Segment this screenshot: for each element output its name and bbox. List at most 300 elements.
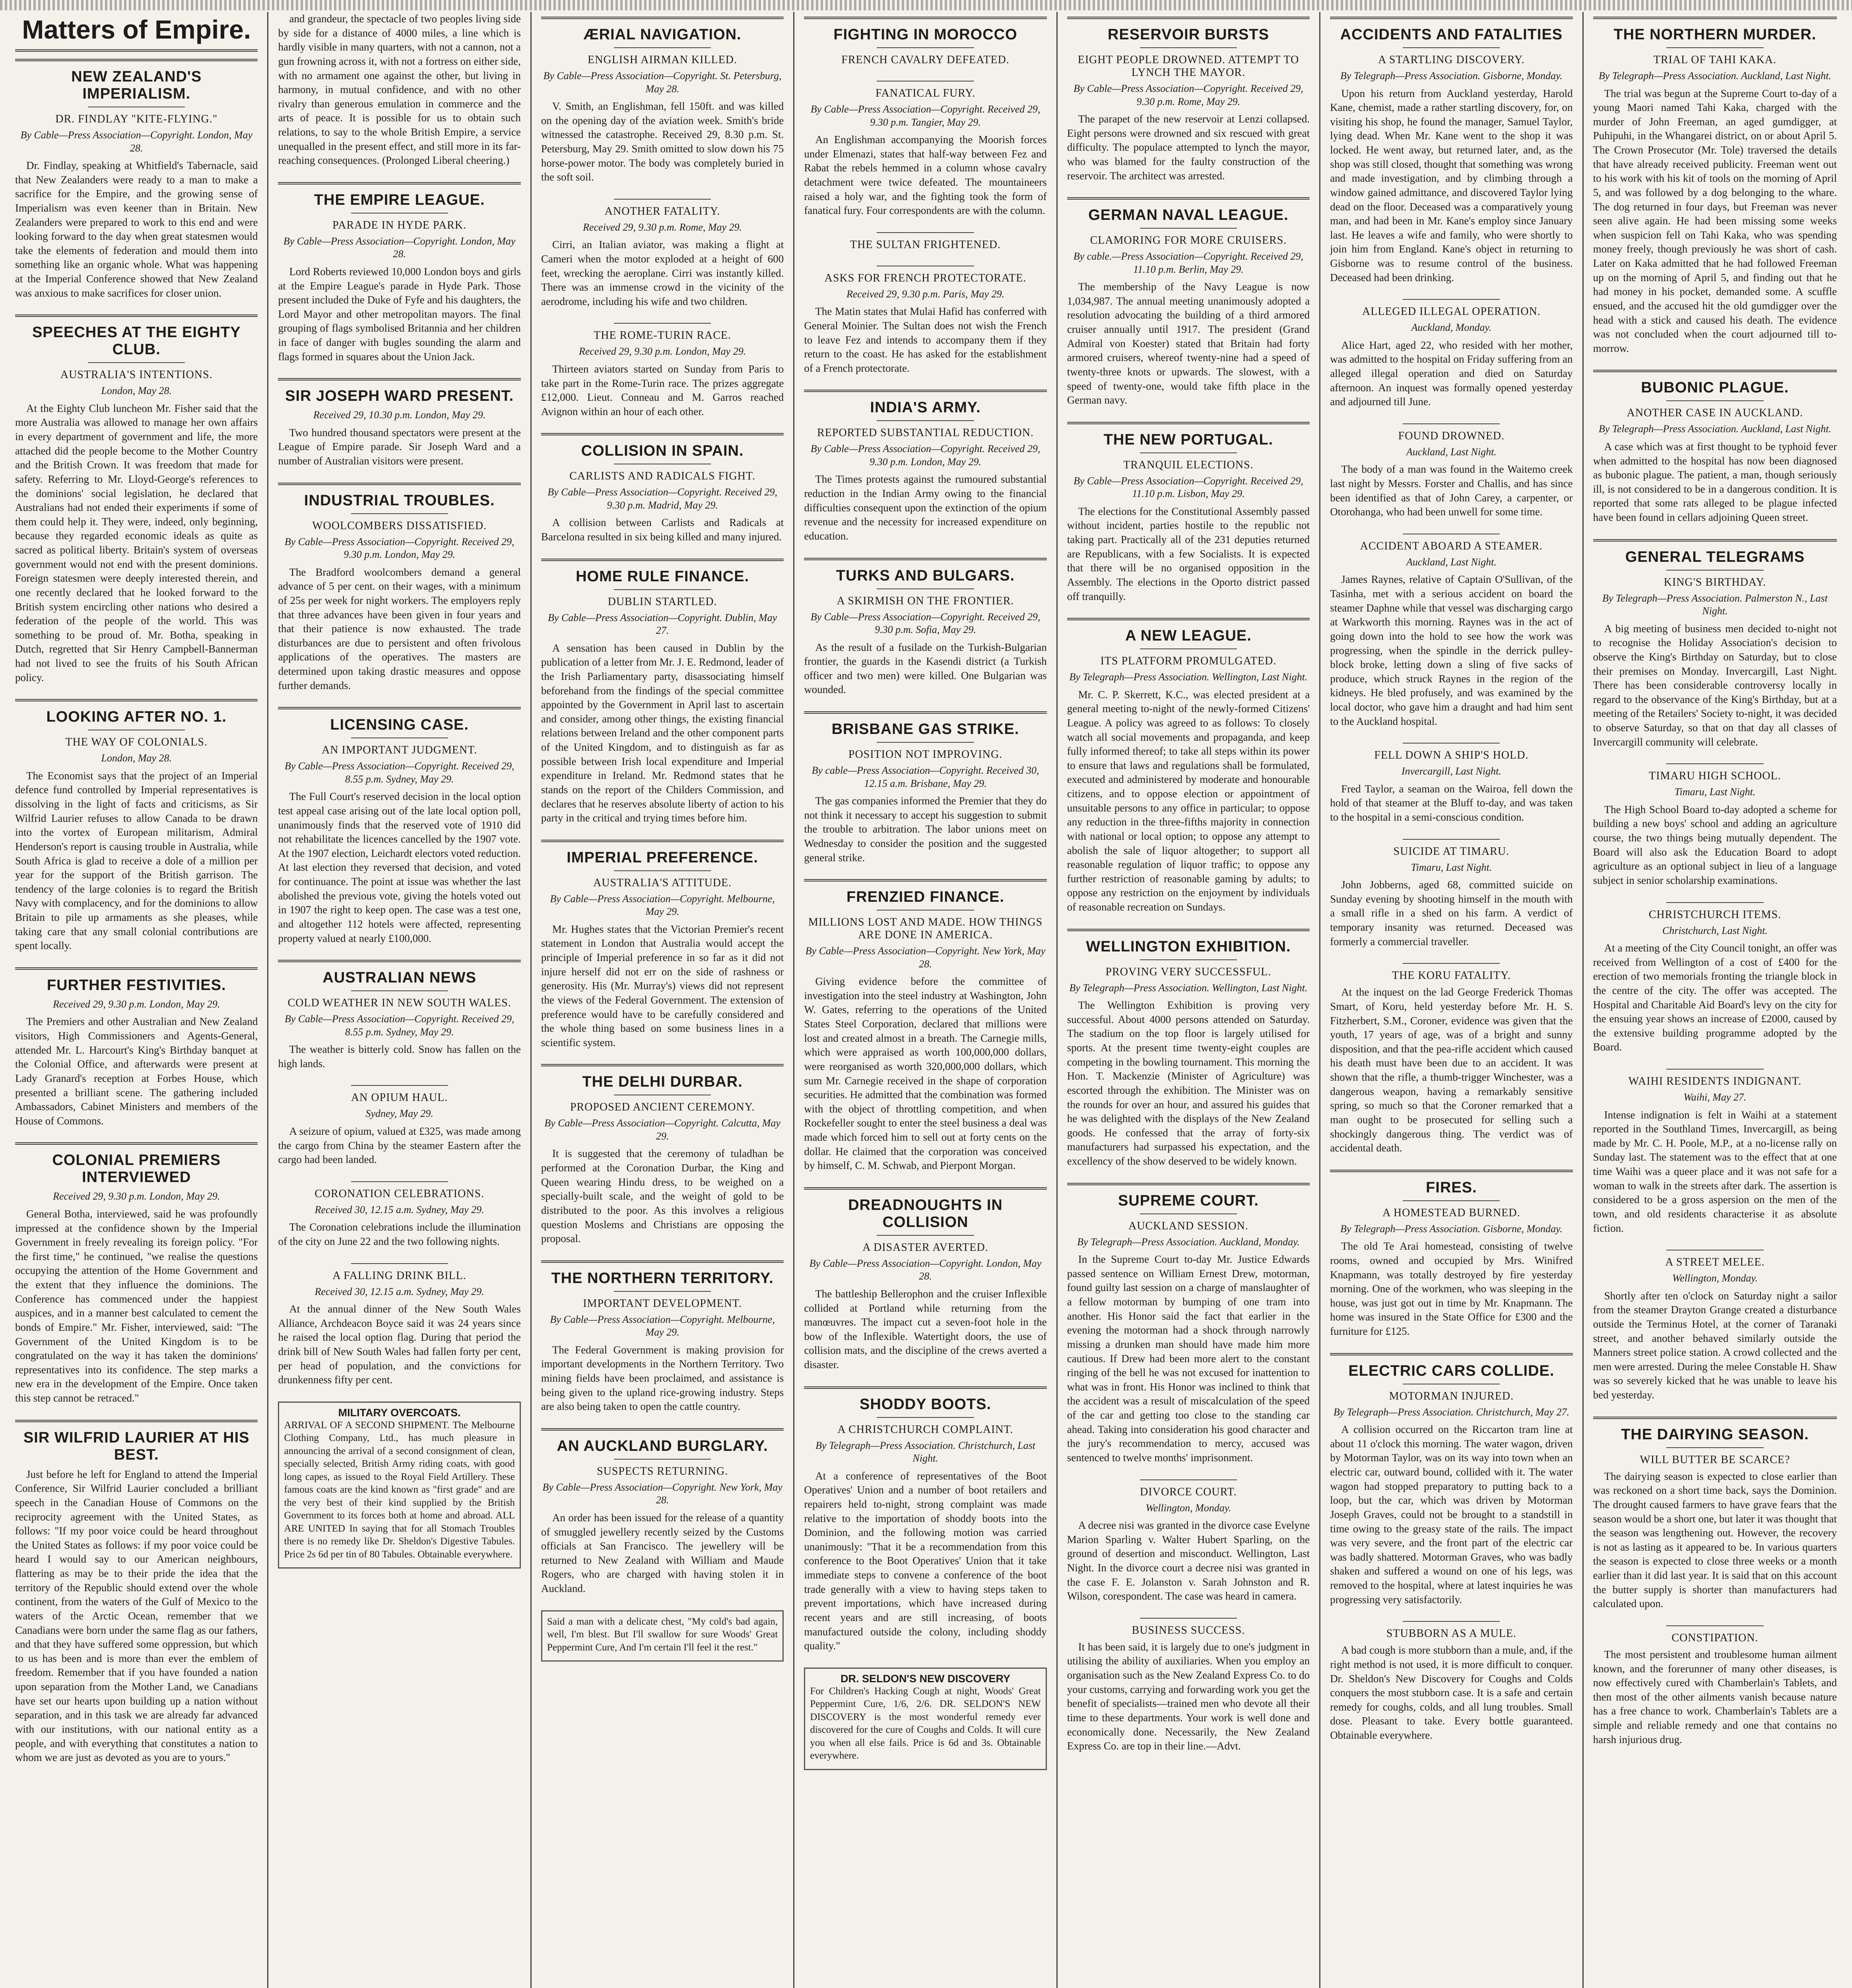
section-rule: [1067, 197, 1310, 200]
article-subheading: THE ROME-TURIN RACE.: [594, 329, 732, 342]
column-3: [532, 12, 794, 1988]
article-body: At the inquest on the lad George Frederick Thomas Smart, of Koru, held yesterday before Mr. H. S. Fitzherbert, S.M., Coroner, evidence was given that the youth, 17 years of age, was of a bright and sunny disposition, and that the pea-rifle accident which caused his death must have been due to an accident. It was shown that the rifle, a thumb-trigger Winchester, was a dangerous weapon, having a remarkably sensitive spring, so much so that the Coroner remarked that a man ought to be prosecuted for selling such a shockingly dangerous thing. The verdict was of accidental death.: [1330, 986, 1573, 1154]
article-subheading: ALLEGED ILLEGAL OPERATION.: [1362, 305, 1541, 318]
section-rule: [278, 378, 520, 381]
sub-rule: [614, 323, 711, 324]
article-body: Two hundred thousand spectators were present at the League of Empire parade. Sir Joseph Ward and a number of Australian visitors were present.: [278, 426, 521, 467]
article-heading: A NEW LEAGUE.: [1125, 627, 1252, 645]
article: [278, 1263, 520, 1387]
section-rule: [541, 1260, 784, 1263]
sub-rule: [614, 1291, 711, 1292]
article-dateline: By Telegraph—Press Association. Palmerston N., Last Night.: [1602, 592, 1828, 617]
sub-rule: [1403, 963, 1500, 964]
article-heading: FIRES.: [1426, 1179, 1477, 1196]
section-rule: [15, 315, 258, 317]
article-heading: RESERVOIR BURSTS: [1108, 26, 1269, 43]
article-heading: ÆRIAL NAVIGATION.: [583, 26, 742, 43]
article-body: The Federal Government is making provision for important developments in the Northern Territory. Two mining fields have been proclaimed, and assistance is being given to the upland rice-growing industry. Steps are also being taken to open the cattle country.: [541, 1343, 784, 1413]
article: [1067, 1618, 1310, 1753]
sub-rule: [614, 589, 711, 590]
article-body: At the Eighty Club luncheon Mr. Fisher said that the more Australia was allowed to manage her own affairs in every department of government and life, the more attached did the people become to the Mother Country and the British Crown. It was freedom that made for safety. Referring to Mr. Lloyd-George's references to the dominions' social legislation, he declared that Australians had not ended their experiments if some of them could help it. They were, indeed, only beginning, because they regarded economic ideals as quite as sacred as political liberty. Britain's system of overseas government would not end with the present dominions. Foreign statesmen were deeply interested therein, and one recently declared that he looked forward to the British system encircling other nations who desired a federation of the people of the world. This was something to be proud of. Mr. Botha, speaking in Dutch, regretted that Sir Henry Campbell-Bannerman had not lived to see the fruits of his South African policy.: [15, 402, 258, 683]
article: [541, 17, 784, 184]
article-dateline: By Cable—Press Association—Copyright. Calcutta, May 29.: [544, 1117, 780, 1142]
article: [541, 199, 784, 309]
article-body: The Coronation celebrations include the illumination of the city on June 22 and the two following nights.: [278, 1221, 521, 1247]
article: [1593, 763, 1837, 887]
article-subheading: DR. FINDLAY "KITE-FLYING.": [55, 113, 218, 125]
article: [1330, 1353, 1572, 1607]
section-rule: [1330, 17, 1572, 19]
article-body: A collision between Carlists and Radicals at Barcelona resulted in six being killed and many injured.: [541, 516, 784, 543]
article-dateline: By Cable—Press Association—Copyright. Received 29, 11.10 p.m. Lisbon, May 29.: [1074, 475, 1303, 500]
sub-rule: [1403, 299, 1500, 300]
article: [1593, 370, 1837, 524]
sub-rule: [1666, 763, 1764, 764]
article-subheading: COLD WEATHER IN NEW SOUTH WALES.: [287, 997, 511, 1010]
article-heading: FURTHER FESTIVITIES.: [47, 977, 226, 994]
article-body: At a meeting of the City Council tonight, an offer was received from Wellington of a cost of £400 for the erection of two memorials fronting the triangle block in the centre of the city. The offer was accepted. The Hospital and Charitable Aid Board's levy on the city for the ensuing year shows an increase of £2000, caused by the extensive building programme adopted by the Board.: [1593, 942, 1837, 1053]
article-subheading: A STREET MELEE.: [1665, 1256, 1765, 1269]
article: [1330, 743, 1572, 824]
section-rule: [804, 1386, 1046, 1389]
sub-rule: [877, 420, 974, 421]
article: [15, 699, 258, 953]
article-subheading: THE WAY OF COLONIALS.: [65, 736, 208, 749]
article-heading: AN AUCKLAND BURGLARY.: [557, 1437, 768, 1454]
article-subheading: ANOTHER FATALITY.: [604, 205, 720, 217]
article-dateline: By Cable—Press Association—Copyright. Received 29, 8.55 p.m. Sydney, May 29.: [284, 760, 514, 785]
article-body: The battleship Bellerophon and the cruiser Inflexible collided at Portland while returning from the manœuvres. The impact cut a seven-foot hole in the bow of the Inflexible. Watertight doors, the use of collision mats, and the discipline of the crews averted a disaster.: [804, 1287, 1047, 1371]
article-body: Fred Taylor, a seaman on the Wairoa, fell down the hold of that steamer at the Bluff to-day, and was taken to the hospital in a semi-conscious condition.: [1330, 782, 1573, 823]
article-body: At the annual dinner of the New South Wales Alliance, Archdeacon Boyce said it was 24 years since he raised the local option flag. During that period the drink bill of New South Wales had fallen forty per cent, per head of population, and the convictions for drunkenness fifty per cent.: [278, 1303, 521, 1386]
article-heading: SIR WILFRID LAURIER AT HIS BEST.: [23, 1429, 250, 1463]
article-dateline: Timaru, Last Night.: [1674, 786, 1756, 798]
article: [1067, 17, 1310, 183]
article-subheading: AN IMPORTANT JUDGMENT.: [322, 744, 478, 757]
article: [541, 323, 784, 419]
article-subheading: TRIAL OF TAHI KAKA.: [1653, 54, 1776, 66]
article: [804, 711, 1046, 865]
article-heading: WELLINGTON EXHIBITION.: [1086, 938, 1291, 955]
section-rule: [15, 967, 258, 970]
article-subheading: FANATICAL FURY.: [876, 87, 976, 99]
article-heading: THE NORTHERN MURDER.: [1613, 26, 1817, 43]
article-body: Lord Roberts reviewed 10,000 London boys and girls at the Empire League's parade in Hyde Park. Those present included the Duke of Fyfe and his daughters, the Lord Mayor and other metropolitan mayors. The final grouping of flags symbolised Britannia and her children in face of danger with bugles sounding the alarm and flags formed in squares about the Union Jack.: [278, 265, 521, 363]
article-dateline: By Cable—Press Association—Copyright. Melbourne, May 29.: [550, 1313, 775, 1338]
article-body: The trial was begun at the Supreme Court to-day of a young Maori named Tahi Kaka, charged with the murder of John Freeman, an aged gumdigger, at Puhipuhi, in the Whangarei district, on or about April 5. The Crown Prosecutor (Mr. Tole) traversed the details that have already received publicity. Freeman went out to his work with his kit of tools on the morning of April 5, and was followed by a dog belonging to the whare. The dog returned in four days, but Freeman was never seen alive again. He had been missing some weeks when suspicion fell on Tahi Kaka, who was spending money freely, though previously he was short of cash. Later on Kaka admitted that he had followed Freeman up on the morning of April 5, and finding out that he had money in his pocket, demanded some. A scuffle ensued, and the accused hit the old gumdigger over the head with a stick and caused his death. The evidence was not concluded when the court adjourned till to-morrow.: [1593, 87, 1837, 354]
article: [804, 879, 1046, 1173]
article-dateline: By Telegraph—Press Association. Gisborne, Monday.: [1340, 1223, 1563, 1235]
article-body: The membership of the Navy League is now 1,034,987. The annual meeting unanimously adopted a resolution advocating the building of a third armored cruiser annually until 1917. The president (Grand Admiral von Koester) stated that Britain had forty armored cruisers, whereof twenty-nine had a speed of twenty-three knots or upwards. The slowest, with a speed of twenty-one, would take fifth place in the German navy.: [1067, 281, 1310, 406]
article-dateline: By Telegraph—Press Association. Gisborne, Monday.: [1340, 70, 1563, 82]
article-dateline: By Cable—Press Association—Copyright. Received 29, 9.30 p.m. Sofia, May 29.: [810, 611, 1041, 635]
article-dateline: Received 29, 9.30 p.m. Paris, May 29.: [846, 288, 1005, 300]
article-subheading: ASKS FOR FRENCH PROTECTORATE.: [824, 272, 1027, 284]
article-subheading: AUSTRALIA'S INTENTIONS.: [60, 369, 213, 381]
section-rule: [804, 390, 1046, 392]
article-body: The most persistent and troublesome human ailment known, and the forerunner of many other diseases, is now effectively cured with Chamberlain's Tablets, and then most of the other ailments vanish because nature has a free chance to work. Chamberlain's Tablets are a simple and reliable remedy and one that contains no harsh injurious drug.: [1593, 1648, 1837, 1745]
article-heading: COLONIAL PREMIERS INTERVIEWED: [52, 1152, 221, 1186]
article-body: Mr. C. P. Skerrett, K.C., was elected president at a general meeting to-night of the newly-formed Citizens' League. A policy was agreed to as follows: To closely watch all social movements and propaganda, and keep fully informed thereof; to take all steps within its power to ensure that laws and regulations shall be formulated, executed and administered by moderate and honourable citizens, and to oppose election or appointment of unsuitable persons to any office in particular; to oppose any reduction in the three-fifths majority in connection with national or local option; to oppose any attempt to abolish the sale of liquor altogether; to support all reasonable regulation of liquor traffic; to oppose any further restriction of reasonable gaming by adults; to oppose any restriction on the enjoyment by individuals of reasonable recreation on Sundays.: [1067, 688, 1310, 913]
article-dateline: Sydney, May 29.: [365, 1108, 433, 1120]
article: [804, 17, 1046, 66]
section-rule: [15, 59, 258, 61]
article-dateline: By Telegraph—Press Association. Wellington, Last Night.: [1069, 982, 1308, 994]
article-body: It has been said, it is largely due to one's judgment in utilising the ability of auxiliaries. When you employ an organisation such as the New Zealand Express Co. to do your customs, carrying and forwarding work you get the benefit of specialists—trained men who devote all their time to these departments. Your work is well done and economically done. Necessarily, the New Zealand Express Co. are top in their line.—Advt.: [1067, 1640, 1310, 1752]
article: [1330, 299, 1572, 409]
section-rule: [1067, 618, 1310, 620]
section-rule: [804, 1187, 1046, 1190]
advertisement: [804, 1668, 1046, 1770]
article-subheading: THE KORU FATALITY.: [1392, 969, 1511, 982]
sub-rule: [1403, 839, 1500, 840]
article-heading: THE NORTHERN TERRITORY.: [551, 1270, 774, 1287]
article-subheading: KING'S BIRTHDAY.: [1664, 576, 1767, 588]
article-dateline: Received 29, 9.30 p.m. London, May 29.: [579, 346, 746, 357]
article-subheading: PROPOSED ANCIENT CEREMONY.: [570, 1101, 755, 1114]
article-subheading: A FALLING DRINK BILL.: [332, 1269, 466, 1282]
article-dateline: Received 30, 12.15 a.m. Sydney, May 29.: [314, 1204, 484, 1215]
ad-heading: MILITARY OVERCOATS.: [338, 1406, 461, 1419]
article-body: Mr. Hughes states that the Victorian Premier's recent statement in London that Australia would accept the principle of Imperial preference in so far as it did not injure herself did not err on the side of rashness or generosity. His (Mr. Murray's) views did not represent the views of the Federal Government. The extension of preference would have to be carefully considered and the whole thing based on some business lines in a scientific system.: [541, 923, 784, 1048]
article-body: James Raynes, relative of Captain O'Sullivan, of the Tasinha, met with a serious accident on board the steamer Daphne while that vessel was discharging cargo at Warkworth this morning. Raynes was in the act of going down into the hold to see how the work was progressing, when the spindle in the derrick pulley-block broke, letting down a sling of five sacks of produce, which struck Raynes in the region of the kidneys. He bled profusely, and was examined by the local doctor, who gave him a draught and had him sent to the Auckland hospital.: [1330, 573, 1573, 727]
article: [541, 433, 784, 544]
sub-rule: [877, 1417, 974, 1418]
sub-rule: [877, 910, 974, 911]
article-dateline: By Cable—Press Association—Copyright. London, May 28.: [809, 1257, 1042, 1282]
column-5: [1058, 12, 1320, 1988]
article-subheading: PROVING VERY SUCCESSFUL.: [1105, 965, 1272, 978]
sub-rule: [351, 513, 448, 514]
article-dateline: By cable—Press Association—Copyright. Received 30, 12.15 a.m. Brisbane, May 29.: [811, 765, 1039, 789]
article-body: Intense indignation is felt in Waihi at a statement reported in the Southland Times, Invercargill, as being made by Mr. C. H. Poole, M.P., at a no-license rally on Sunday last. The statement was to the effect that at one time Waihi was a queer place and it was not safe for a woman to walk in the streets after dark. The assertion is considered to be a gross aspersion on the men of the town, and old residents characterise it as absolute fiction.: [1593, 1109, 1837, 1234]
article: [1067, 197, 1310, 408]
article-subheading: THE SULTAN FRIGHTENED.: [850, 238, 1001, 251]
article-subheading: WILL BUTTER BE SCARCE?: [1640, 1453, 1790, 1466]
article-subheading: MOTORMAN INJURED.: [1389, 1390, 1514, 1402]
article: [15, 59, 258, 300]
sub-rule: [1403, 423, 1500, 424]
article-subheading: CLAMORING FOR MORE CRUISERS.: [1090, 234, 1287, 247]
article-subheading: EIGHT PEOPLE DROWNED. ATTEMPT TO LYNCH THE MAYOR.: [1077, 54, 1299, 79]
sub-rule: [1403, 1200, 1500, 1201]
article-dateline: By Telegraph—Press Association. Christchurch, May 27.: [1333, 1406, 1569, 1418]
sub-rule: [351, 213, 448, 214]
sub-rule: [877, 232, 974, 233]
title-rule: [15, 49, 258, 52]
article: [1593, 539, 1837, 749]
article-heading: COLLISION IN SPAIN.: [581, 443, 744, 460]
article-body: Just before he left for England to attend the Imperial Conference, Sir Wilfrid Laurier concluded a brilliant speech in the Canadian House of Commons on the reciprocity agreement with the United States, as follows: "If my poor voice could be heard throughout the United States as follows: if my poor voice could be heard I would say to our American neighbours, flattering as may be to their pride the idea that the territory of the Republic should extend over the whole continent, from the waters of the Gulf of Mexico to the waters of the Arctic Ocean, remember that we Canadians were born under the same flag as our fathers, and that they have suffered some oppression, but which to us has been and is more than ever the emblem of freedom. Remember that if you have founded a nation upon separation from the Mother Land, we Canadians have set our hearts upon building up a nation without separation, and in this task we are already far advanced with our institutions, with our national entity as a people, and with everything that constitutes a nation to whom we are just as devoted as you are to yours.": [15, 1468, 258, 1764]
article: [1067, 1183, 1310, 1465]
article-dateline: By Cable—Press Association—Copyright. Received 29, 9.30 p.m. London, May 29.: [284, 536, 514, 561]
article-dateline: Invercargill, Last Night.: [1401, 765, 1501, 777]
section-rule: [1330, 1353, 1572, 1355]
article-heading: DREADNOUGHTS IN COLLISION: [848, 1196, 1003, 1231]
article-dateline: By Cable—Press Association—Copyright. London, May 28.: [283, 235, 516, 260]
article-dateline: By Cable—Press Association—Copyright. London, May 28.: [20, 129, 252, 154]
article-body: John Jobberns, aged 68, committed suicide on Sunday evening by shooting himself in the mouth with a small rifle in a shed on his farm. A verdict of temporary insanity was returned. Deceased was formerly a commercial traveller.: [1330, 879, 1573, 947]
column-6: [1320, 12, 1583, 1988]
section-rule: [541, 1064, 784, 1066]
article: [278, 182, 520, 364]
article-body: General Botha, interviewed, said he was profoundly impressed at the confidence shown by the Imperial Government in freely revealing its foreign policy. "For the first time," he continued, "we realise the questions occupying the attention of the Home Government and the extent that they influence the dominions. The Conference has commenced under the happiest auspices, and in a manner best calculated to cement the bonds of Empire." Mr. Fisher, interviewed, said: "The Government of the United Kingdom is to be congratulated on the way it has taken the dominions' representatives into its confidence. The step marks a new era in the development of the Empire. Once taken this step cannot be retraced.": [15, 1208, 258, 1404]
article-subheading: DIVORCE COURT.: [1140, 1485, 1237, 1498]
section-rule: [1330, 1170, 1572, 1172]
article-dateline: By Cable—Press Association—Copyright. Received 29, 8.55 p.m. Sydney, May 29.: [284, 1013, 514, 1038]
article: [541, 1260, 784, 1414]
section-rule: [1067, 1183, 1310, 1185]
section-rule: [541, 559, 784, 561]
article-body: and grandeur, the spectacle of two peoples living side by side for a distance of 4000 miles, a line which is hardly visible in many quarters, with not a cannon, not a gun frowning across it, with not a fortress on either side, with no armament one against the other, but living in harmony, in mutual confidence, and with no other rivalry than generous emulation in commerce and the arts of peace. It is possible for us to obtain such relations, to say to the whole British Empire, a service unequalled in the present effect, and still more in its far-reaching consequences. (Prolonged Liberal cheering.): [278, 13, 521, 167]
article: [804, 1187, 1046, 1372]
article-dateline: By Cable—Press Association—Copyright. Received 29, 9.30 p.m. Rome, May 29.: [1074, 83, 1303, 107]
masthead-strip: [0, 0, 1852, 10]
article-subheading: WOOLCOMBERS DISSATISFIED.: [312, 519, 487, 532]
sub-rule: [614, 1459, 711, 1460]
article-body: An order has been issued for the release of a quantity of smuggled jewellery recently seized by the Customs officials at San Francisco. The jewellery will be returned to New Zealand with William and Maude Rogers, who are charged with having stolen it in Auckland.: [541, 1511, 784, 1594]
article-heading: SPEECHES AT THE EIGHTY CLUB.: [32, 324, 241, 358]
article-heading: IMPERIAL PREFERENCE.: [567, 849, 758, 866]
article-body: An Englishman accompanying the Moorish forces under Elmenazi, states that half-way between Fez and Rabat the rebels hemmed in a column whose cavalry detachment were twice defeated. The mountaineers raised a holy war, and the fighting took the form of fanatical fury. Four correspondents are with the column.: [804, 134, 1047, 217]
article-subheading: TIMARU HIGH SCHOOL.: [1649, 770, 1781, 782]
article-dateline: Auckland, Monday.: [1411, 322, 1492, 334]
article-subheading: FRENCH CAVALRY DEFEATED.: [841, 54, 1009, 66]
article-dateline: By Cable—Press Association—Copyright. Dublin, May 27.: [547, 612, 777, 637]
article-heading: AUSTRALIAN NEWS: [322, 969, 476, 986]
article-heading: THE EMPIRE LEAGUE.: [314, 191, 485, 208]
article: [278, 960, 520, 1071]
sub-rule: [1666, 1625, 1764, 1626]
article-body: At a conference of representatives of the Boot Operatives' Union and a number of boot retailers and repairers held to-night, strong complaint was made relative to the importation of shoddy boots into the Dominion, and the following motion was carried unanimously: "That it be a recommendation from this conference to the Boot Operatives' Union that it take immediate steps to convene a conference of the boot trade generally with a view to having steps taken to prevent importations, which have increased during recent years and are still increasing, of boots manufactured outside the colony, including shoddy quality.": [804, 1470, 1047, 1652]
article: [278, 1085, 520, 1167]
section-rule: [1067, 422, 1310, 424]
section-rule: [15, 1420, 258, 1422]
article-dateline: By Cable—Press Association—Copyright. Received 29, 9.30 p.m. Madrid, May 29.: [547, 486, 777, 511]
article-subheading: SUICIDE AT TIMARU.: [1393, 845, 1510, 858]
article-dateline: Christchurch, Last Night.: [1662, 924, 1768, 936]
article-body: The Premiers and other Australian and New Zealand visitors, High Commissioners and Agents-General, attended Mr. L. Harcourt's King's Birthday banquet at the Colonial Office, and afterwards were present at Lady Granard's reception at Forbes House, which presented a brilliant scene. The gathering included Ambassadors, Cabinet Ministers and members of the House of Commons.: [15, 1015, 258, 1127]
article: [278, 707, 520, 945]
article-subheading: STUBBORN AS A MULE.: [1386, 1627, 1516, 1640]
article-subheading: A HOMESTEAD BURNED.: [1382, 1206, 1520, 1219]
article-dateline: Waihi, May 27.: [1683, 1091, 1747, 1103]
article-body: Dr. Findlay, speaking at Whitfield's Tabernacle, said that New Zealanders were ready to a man to make a sacrifice for the Empire, and the growing sense of Imperialism was even keener than in Britain. New Zealanders were prepared to work to this end and were looking forward to the day when great statesmen would take the elements of federation and mould them into something like an organic whole. What was happening at the Imperial Conference showed that New Zealand was anxious to make sacrifices for closer union.: [15, 159, 258, 299]
article-subheading: REPORTED SUBSTANTIAL REDUCTION.: [817, 427, 1034, 439]
article-heading: GERMAN NAVAL LEAGUE.: [1088, 207, 1289, 224]
article: [1330, 534, 1572, 728]
sub-rule: [877, 1235, 974, 1236]
article-body: The dairying season is expected to close earlier than was reckoned on a short time back, says the Dominion. The drought caused farmers to have grave fears that the season would be a short one, but later it was thought that the season was lengthening out. However, the recovery is not as lasting as it appeared to be. In various quarters the season is expected to close three weeks or a month earlier than it did last year. It is said that on this account the butter supply is shorter than manufacturers had calculated upon.: [1593, 1470, 1837, 1610]
article-heading: THE DAIRYING SEASON.: [1621, 1426, 1809, 1443]
article: [541, 559, 784, 825]
article-heading: THE DELHI DURBAR.: [582, 1074, 743, 1091]
article-body: The Matin states that Mulai Hafid has conferred with General Moinier. The Sultan does not wish the French to leave Fez and intends to accompany them if they return to the coast. He has asked for the establishment of a French protectorate.: [804, 305, 1047, 374]
sub-rule: [877, 588, 974, 589]
article-dateline: By Cable—Press Association—Copyright. Melbourne, May 29.: [550, 893, 775, 918]
article-dateline: Wellington, Monday.: [1672, 1272, 1758, 1284]
sub-rule: [614, 870, 711, 871]
article: [1593, 902, 1837, 1055]
article: [1330, 963, 1572, 1155]
article: [278, 483, 520, 693]
article-subheading: AUSTRALIA'S ATTITUDE.: [593, 876, 732, 889]
section-rule: [804, 558, 1046, 560]
article-subheading: ACCIDENT ABOARD A STEAMER.: [1360, 540, 1543, 552]
article-body: In the Supreme Court to-day Mr. Justice Edwards passed sentence on William Ernest Drew, motorman, found guilty last session on a charge of manslaughter of a fellow motorman by bumping of one tram into another. His Honor said the fact that earlier in the evening the motorman had a shock through narrowly missing a drunken man should have made him more cautious. If Drew had been more alert to the constant ringing of the bell he was not excused for inattention to what was in front. His Honor was inclined to think that the accident was a result of miscalculation of the speed of the car and getting too close to the standing car ahead. Taking into consideration his good character and the jury's recommendation to mercy, accused was sentenced to twelve months' imprisonment.: [1067, 1253, 1310, 1464]
section-rule: [1593, 17, 1837, 19]
article: [541, 1064, 784, 1246]
article-subheading: AN OPIUM HAUL.: [351, 1091, 448, 1104]
article: [1330, 423, 1572, 519]
article-heading: THE NEW PORTUGAL.: [1103, 431, 1273, 448]
article-subheading: BUSINESS SUCCESS.: [1132, 1624, 1245, 1637]
article-body: The parapet of the new reservoir at Lenzi collapsed. Eight persons were drowned and six rescued with great difficulty. The populace attempted to lynch the mayor, who was blamed for the faulty construction of the reservoir. The architect was arrested.: [1067, 113, 1310, 182]
article: [804, 1386, 1046, 1653]
article: [804, 232, 1046, 251]
article-body: The Economist says that the project of an Imperial defence fund controlled by Imperial representatives is dissolving in the light of facts and criticisms, as Sir Wilfrid Laurier refuses to allow Canada to be drawn into the vortex of European militarism, Admiral Henderson's report is causing trouble in Australia, while South Africa is glad to receive a dole of a million per year for the support of the British garrison. The tendency of the large colonies is to regard the British Navy with complacency, and for the dominions to allow Britain to pile up armaments as she pleases, while taking care that any small colonial contributions are spent locally.: [15, 769, 258, 952]
article-subheading: IMPORTANT DEVELOPMENT.: [583, 1297, 742, 1310]
article-body: Alice Hart, aged 22, who resided with her mother, was admitted to the hospital on Friday suffering from an alleged illegal operation and died on Saturday afternoon. An inquest was formally opened yesterday and adjourned till June.: [1330, 339, 1573, 408]
article-subheading: SUSPECTS RETURNING.: [597, 1465, 728, 1477]
article-dateline: Auckland, Last Night.: [1406, 556, 1497, 568]
section-rule: [1593, 1417, 1837, 1419]
sub-rule: [1666, 570, 1764, 571]
sub-rule: [614, 199, 711, 200]
article: [1067, 1479, 1310, 1604]
article-heading: ELECTRIC CARS COLLIDE.: [1348, 1362, 1555, 1379]
article-body: A bad cough is more stubborn than a mule, and, if the right method is not used, it is more difficult to conquer. Dr. Sheldon's New Discovery for Coughs and Colds conquers the most stubborn case. It is a safe and certain remedy for coughs, colds, and all lung troubles. Small dose. Pleasant to take. Every bottle guaranteed. Obtainable everywhere.: [1330, 1644, 1573, 1741]
section-rule: [804, 17, 1046, 19]
column-title: Matters of Empire.: [22, 15, 251, 44]
article-dateline: By Telegraph—Press Association. Auckland, Last Night.: [1598, 70, 1831, 82]
article-subheading: WAIHI RESIDENTS INDIGNANT.: [1628, 1075, 1802, 1087]
sub-rule: [1666, 47, 1764, 48]
article-dateline: By cable.—Press Association—Copyright. Received 29, 11.10 p.m. Berlin, May 29.: [1073, 250, 1304, 275]
article-heading: HOME RULE FINANCE.: [576, 568, 749, 585]
sub-rule: [1140, 228, 1237, 229]
column-2: [268, 12, 531, 1988]
column-1: [6, 12, 268, 1988]
article-body: The elections for the Constitutional Assembly passed without incident, parties hostile to the republic not taking part. Practically all of the 231 deputies returned are Republicans, with a few Socialists. It is expected that there will be no organised opposition in the Assembly. The elections in the Oporto district passed off tranquilly.: [1067, 505, 1310, 602]
sub-rule: [1403, 743, 1500, 744]
article-dateline: London, May 28.: [101, 385, 172, 397]
article: [1067, 929, 1310, 1169]
section-rule: [278, 960, 520, 962]
sub-rule: [1666, 1447, 1764, 1448]
article-subheading: POSITION NOT IMPROVING.: [848, 748, 1003, 761]
article-subheading: CHRISTCHURCH ITEMS.: [1648, 908, 1781, 921]
article-body: The body of a man was found in the Waitemo creek last night by Messrs. Forster and Challis, and has since been identified as that of John Carey, a carpenter, or Otorohanga, who had been unwell for some time.: [1330, 463, 1573, 518]
article-subheading: DUBLIN STARTLED.: [608, 595, 717, 608]
article-dateline: Wellington, Monday.: [1145, 1502, 1231, 1514]
sub-rule: [1666, 902, 1764, 903]
article-heading: LICENSING CASE.: [330, 716, 469, 734]
section-rule: [1067, 17, 1310, 19]
article-heading: SUPREME COURT.: [1118, 1192, 1259, 1209]
sub-rule: [877, 47, 974, 48]
article-body: The old Te Arai homestead, consisting of twelve rooms, owned and occupied by Mrs. Winifred Knapmann, was totally destroyed by fire yesterday morning. One of the workmen, who was sleeping in the house, was just got out in time by Mr. Knapmann. The home was insured in the State Office for £300 and the furniture for £125.: [1330, 1240, 1573, 1337]
article-body: Upon his return from Auckland yesterday, Harold Kane, chemist, made a rather startling discovery, for, on visiting his shop, he found the manager, Samuel Taylor, lying dead. When Mr. Kane went to the shop it was locked. He went away, but returned later, and, as the shop was still closed, thought that something was wrong and made investigation, and by climbing through a window gained admittance, and discovered Taylor lying dead on the floor. Deceased was a comparatively young man, and had been in Mr. Kane's employ since January last. He leaves a wife and family, who were shortly to join him from England. Kane's object in returning to Gisborne was to resume control of the business. Deceased had been drinking.: [1330, 87, 1573, 283]
article-body: A case which was at first thought to be typhoid fever when admitted to the hospital has now been diagnosed as bubonic plague. The patient, a man, though seriously ill, is not considered to be in a dangerous condition. It is reported that some rats alleged to be plague infected have been found in cellars adjoining Queen street.: [1593, 440, 1837, 523]
article: [541, 840, 784, 1050]
sub-rule: [1140, 452, 1237, 453]
article-subheading: MILLIONS LOST AND MADE. HOW THINGS ARE DONE IN AMERICA.: [808, 916, 1043, 942]
section-rule: [541, 433, 784, 435]
sub-rule: [88, 362, 185, 363]
article-subheading: ENGLISH AIRMAN KILLED.: [588, 54, 738, 66]
article-subheading: FOUND DROWNED.: [1398, 429, 1505, 442]
article-heading: SHODDY BOOTS.: [859, 1396, 992, 1413]
article-subheading: AUCKLAND SESSION.: [1128, 1219, 1248, 1232]
article-heading: FIGHTING IN MOROCCO: [833, 26, 1017, 43]
article-body: Giving evidence before the committee of investigation into the steel industry at Washington, John W. Gates, referring to the operations of the United States Steel Corporation, declared that millions were lost and created almost in a breath. The Carnegie mills, which were appraised as worth 100,000,000 dollars, were reorganised as worth 320,000,000 dollars, which sum Mr. Carnegie received in the shape of corporation securities. He admitted that the combination was formed with the object of throttling competition, and when Rockefeller sought to enter the steel business a deal was made which forced him to sell out at forty cents on the dollar. He claimed that the corporation was conceived by himself, C. M. Schwab, and Pierpont Morgan.: [804, 975, 1047, 1172]
article-body: Thirteen aviators started on Sunday from Paris to take part in the Rome-Turin race. The prizes aggregate £12,000. Lieut. Conneau and M. Garros reached Avignon within an hour of each other.: [541, 363, 784, 417]
article: [1593, 1069, 1837, 1235]
section-rule: [1593, 370, 1837, 372]
sub-rule: [1140, 959, 1237, 960]
ad-heading: DR. SELDON'S NEW DISCOVERY: [841, 1672, 1011, 1685]
article: [1067, 618, 1310, 914]
article-dateline: By Cable—Press Association—Copyright. St. Petersburg, May 28.: [543, 70, 782, 95]
article-body: The Wellington Exhibition is proving very successful. About 4000 persons attended on Saturday. The stadium on the top floor is largely utilised for sports. At the present time twenty-eight couples are competing in the bowling tournament. This morning the Hon. T. Mackenzie (Minister of Agriculture) was escorted through the exhibition. The Minister was on the rounds for over an hour, and assured his guides that he was delighted with the displays of the New Zealand goods. He confessed that the array of forty-six manufacturers had surpassed his expectation, and the excellency of the show deserved to be widely known.: [1067, 999, 1310, 1167]
sub-rule: [1140, 1479, 1237, 1480]
article: [15, 315, 258, 685]
article-heading: INDUSTRIAL TROUBLES.: [304, 492, 495, 509]
article-subheading: CARLISTS AND RADICALS FIGHT.: [569, 470, 755, 483]
article-subheading: ITS PLATFORM PROMULGATED.: [1100, 655, 1277, 668]
article-heading: SIR JOSEPH WARD PRESENT.: [285, 388, 514, 405]
article-body: A seizure of opium, valued at £325, was made among the cargo from China by the steamer Eastern after the cargo had been landed.: [278, 1125, 521, 1166]
article-dateline: Received 29, 9.30 p.m. Rome, May 29.: [583, 221, 742, 233]
article: [804, 390, 1046, 543]
article-dateline: By Cable—Press Association—Copyright. Received 29, 9.30 p.m. Tangier, May 29.: [810, 103, 1041, 128]
article-body: Cirri, an Italian aviator, was making a flight at Cameri when the motor exploded at a height of 600 feet, wrecking the aeroplane. Cirri was instantly killed. There was an immense crowd in the vicinity of the aerodrome, including his wife and two children.: [541, 239, 784, 307]
article: [1593, 17, 1837, 355]
article: [15, 1420, 258, 1765]
article-body: The High School Board to-day adopted a scheme for building a new boys' school and adding an agriculture course, the two things being mutually dependent. The Board will also ask the Education Board to adopt agriculture as an optional subject in lieu of a language subject in senior scholarship examinations.: [1593, 803, 1837, 886]
article-heading: TURKS AND BULGARS.: [836, 567, 1015, 584]
article-subheading: ANOTHER CASE IN AUCKLAND.: [1627, 407, 1803, 419]
article-body: The Bradford woolcombers demand a general advance of 5 per cent. on their wages, with a minimum of 25s per week for night workers. The employers reply that three advances have been given in four years and that their patience is now exhausted. The trade disturbances are due to persistent and often frivolous applications of the operatives. The masters are determined upon taking drastic measures and oppose further demands.: [278, 566, 521, 691]
article: [278, 378, 520, 468]
article-heading: LOOKING AFTER NO. 1.: [46, 709, 227, 726]
article-dateline: By Cable—Press Association—Copyright. New York, May 28.: [542, 1481, 782, 1506]
columns-container: [6, 12, 1846, 1988]
sub-rule: [1403, 47, 1500, 48]
article: [1330, 1170, 1572, 1339]
sub-rule: [877, 742, 974, 743]
ad-text: Said a man with a delicate chest, "My cold's bad again, well, I'm blest. But I'll swallow for sure Woods' Great Peppermint Cure, And I'm certain I'll feel it the rest.": [547, 1616, 778, 1653]
section-rule: [804, 879, 1046, 881]
article-heading: FRENZIED FINANCE.: [846, 889, 1005, 906]
article-dateline: By Telegraph—Press Association. Auckland, Last Night.: [1598, 423, 1831, 435]
article: [804, 81, 1046, 218]
article-dateline: By Telegraph—Press Association. Wellington, Last Night.: [1069, 671, 1308, 683]
sub-rule: [351, 1181, 448, 1182]
article: [1330, 839, 1572, 949]
article-dateline: By Cable—Press Association—Copyright. New York, May 28.: [805, 945, 1046, 970]
article-body: The Times protests against the rumoured substantial reduction in the Indian Army owing to the financial difficulties consequent upon the extinction of the opium revenue and the necessity for increased expenditure on education.: [804, 473, 1047, 542]
article: [541, 1428, 784, 1596]
article-subheading: PARADE IN HYDE PARK.: [332, 219, 467, 231]
article-body: A collision occurred on the Riccarton tram line at about 11 o'clock this morning. The water wagon, driven by Motorman Taylor, was on its way into town when an electric car, outward bound, collided with it. The water wagon had stopped preparatory to putting back to a loop, but the car, which was driven by Motorman Joseph Graves, could not be brought to a standstill in time owing to the greasy state of the rails. The impact was very severe, and the front part of the electric car was badly shattered. Motorman Graves, who was badly shaken and suffered a wound on one of his legs, was removed to the hospital, where at latest inquiries he was progressing very satisfactorily.: [1330, 1423, 1573, 1606]
article-subheading: CORONATION CELEBRATIONS.: [314, 1187, 485, 1200]
section-rule: [278, 483, 520, 485]
sub-rule: [877, 81, 974, 82]
sub-rule: [1140, 648, 1237, 649]
article: [1593, 1625, 1837, 1747]
